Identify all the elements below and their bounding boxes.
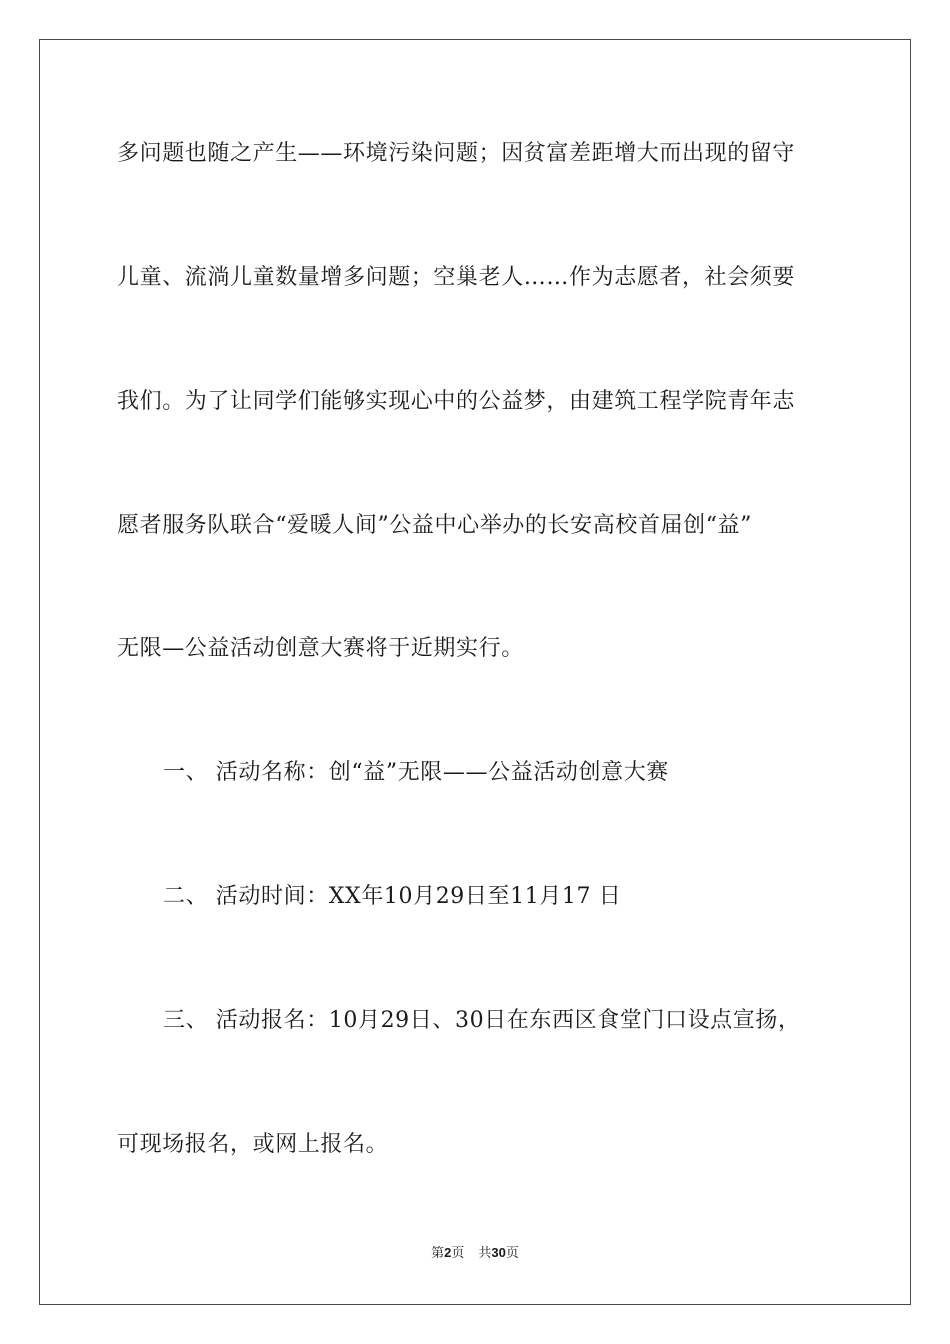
footer-page-suffix: 页 xyxy=(451,1246,465,1261)
footer-page-number: 2 xyxy=(444,1245,452,1260)
footer-total-prefix: 共 xyxy=(478,1246,492,1261)
list-item-activity-time: 二、 活动时间：XX年10月29日至11月17 日 xyxy=(163,884,622,909)
footer-page-prefix: 第 xyxy=(431,1246,445,1261)
list-item-activity-registration: 三、 活动报名：10月29日、30日在东西区食堂门口设点宣扬， xyxy=(163,1008,801,1033)
page-footer xyxy=(0,1244,950,1263)
body-line-2: 儿童、流淌儿童数量增多问题；空巢老人……作为志愿者，社会须要 xyxy=(117,265,796,290)
footer-total-pages: 30 xyxy=(491,1245,506,1260)
body-line-4: 愿者服务队联合“爱暖人间”公益中心举办的长安高校首届创“益” xyxy=(117,513,752,538)
body-line-1: 多问题也随之产生——环境污染问题；因贫富差距增大而出现的留守 xyxy=(117,141,796,166)
body-line-5: 无限—公益活动创意大赛将于近期实行。 xyxy=(117,636,524,661)
footer-total-suffix: 页 xyxy=(505,1246,519,1261)
body-line-continuation: 可现场报名，或网上报名。 xyxy=(117,1132,389,1157)
body-line-3: 我们。为了让同学们能够实现心中的公益梦，由建筑工程学院青年志 xyxy=(117,389,796,414)
list-item-activity-name: 一、 活动名称：创“益”无限——公益活动创意大赛 xyxy=(163,760,669,785)
page-border xyxy=(39,39,911,1305)
